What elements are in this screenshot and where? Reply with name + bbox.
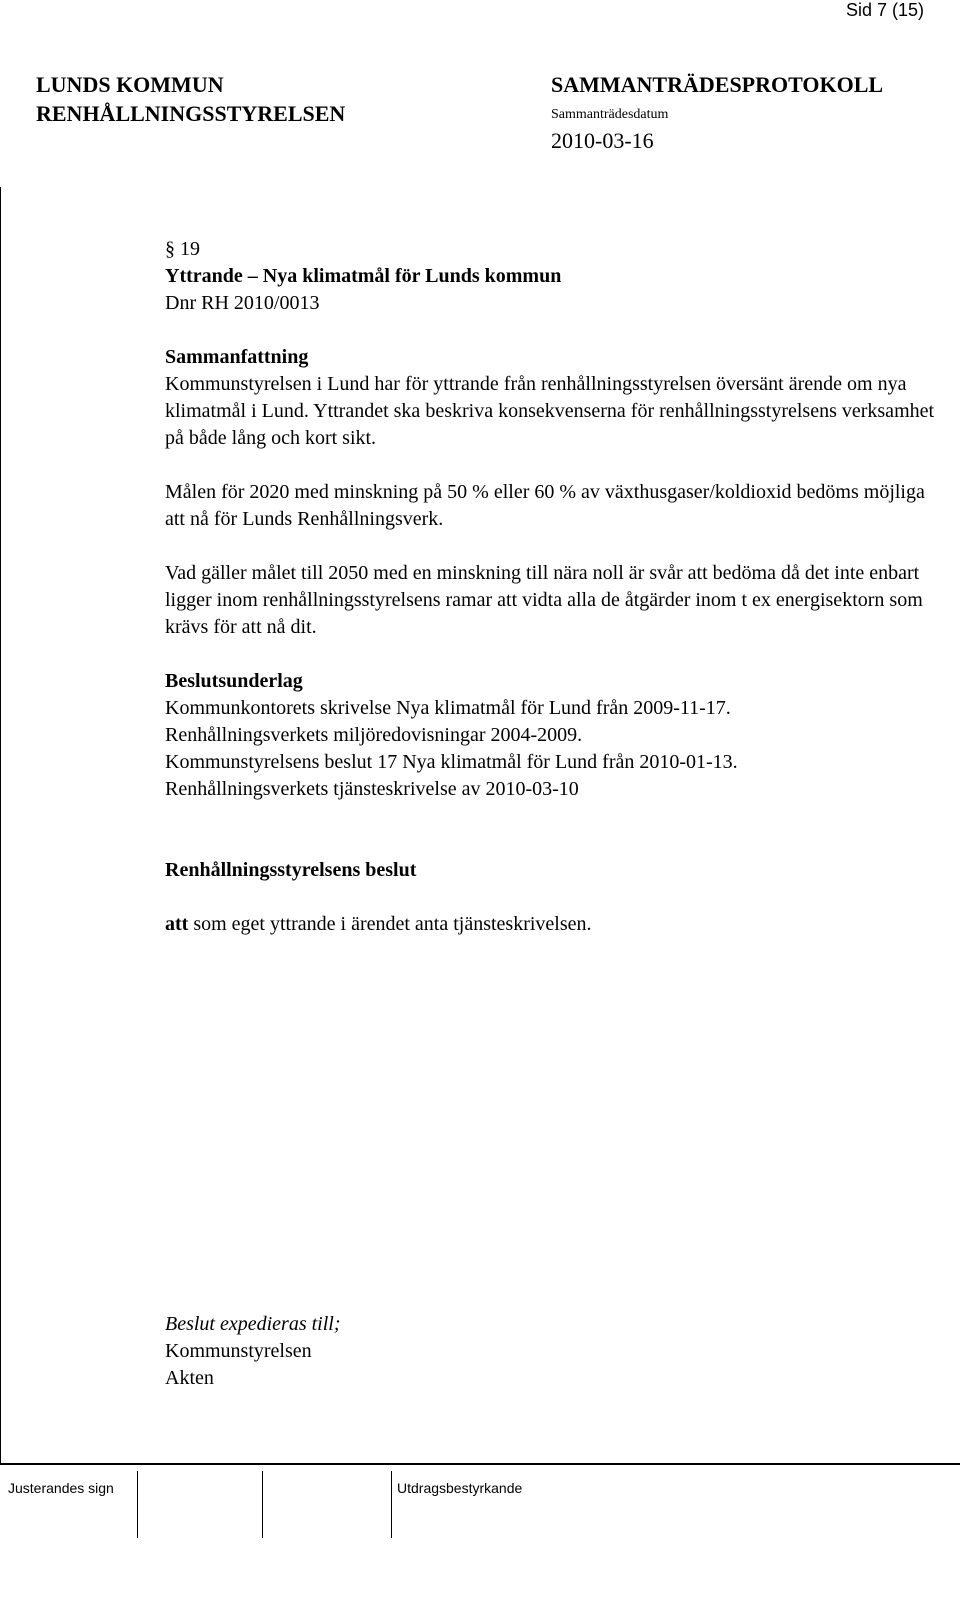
meeting-date-label: Sammanträdesdatum	[551, 107, 669, 122]
decision-heading: Renhållningsstyrelsens beslut	[165, 859, 417, 881]
page-number: Sid 7 (15)	[845, 0, 924, 20]
decision-text: som eget yttrande i ärendet anta tjänsteskrivelsen.	[188, 913, 592, 935]
footer-rule	[0, 1463, 960, 1465]
signature-box-divider	[137, 1471, 138, 1538]
summary-paragraph: Målen för 2020 med minskning på 50 % eller 60 % av växthusgaser/koldioxid bedöms möjliga att nå för Lunds Renhållningsverk.	[165, 481, 925, 530]
certification-label: Utdragsbestyrkande	[397, 1480, 523, 1496]
basis-heading: Beslutsunderlag	[165, 670, 303, 692]
distribution-list	[165, 1311, 341, 1392]
document-type: SAMMANTRÄDESPROTOKOLL	[551, 72, 884, 97]
summary-paragraph: Kommunstyrelsen i Lund har för yttrande från renhållningsstyrelsen översänt ärende om nya klimatmål i Lund. Yttrandet ska beskriva konsekvenserna för renhållningsstyrelsens verksamhet på både lång och kort sikt.	[165, 373, 935, 449]
distribution-heading: Beslut expedieras till;	[165, 1313, 341, 1335]
organization-name: LUNDS KOMMUN	[36, 72, 224, 97]
basis-item: Renhållningsverkets tjänsteskrivelse av 2010-03-10	[165, 778, 579, 800]
signature-box-divider	[391, 1471, 392, 1538]
summary-heading: Sammanfattning	[165, 346, 309, 368]
board-name: RENHÅLLNINGSSTYRELSEN	[36, 101, 346, 126]
section-title: Yttrande – Nya klimatmål för Lunds kommun	[165, 265, 562, 287]
section-number: § 19	[165, 238, 200, 260]
basis-item: Kommunkontorets skrivelse Nya klimatmål för Lund från 2009-11-17.	[165, 697, 731, 719]
signature-box-divider	[262, 1471, 263, 1538]
basis-item: Renhållningsverkets miljöredovisningar 2004-2009.	[165, 724, 583, 746]
section-content	[165, 236, 935, 938]
case-number: Dnr RH 2010/0013	[165, 292, 320, 314]
decision-keyword: att	[165, 913, 189, 935]
distribution-recipient: Akten	[165, 1367, 214, 1389]
adjuster-signature-label: Justerandes sign	[8, 1480, 114, 1496]
meeting-date-value: 2010-03-16	[551, 128, 654, 153]
decision-statement	[165, 911, 935, 938]
basis-item: Kommunstyrelsens beslut 17 Nya klimatmål för Lund från 2010-01-13.	[165, 751, 738, 773]
summary-paragraph: Vad gäller målet till 2050 med en minskning till nära noll är svår att bedöma då det inte enbart ligger inom renhållningsstyrelsens ramar att vidta alla de åtgärder inom t ex energisektorn som krävs för att nå dit.	[165, 562, 923, 638]
distribution-recipient: Kommunstyrelsen	[165, 1340, 312, 1362]
left-margin-rule	[0, 187, 1, 1463]
